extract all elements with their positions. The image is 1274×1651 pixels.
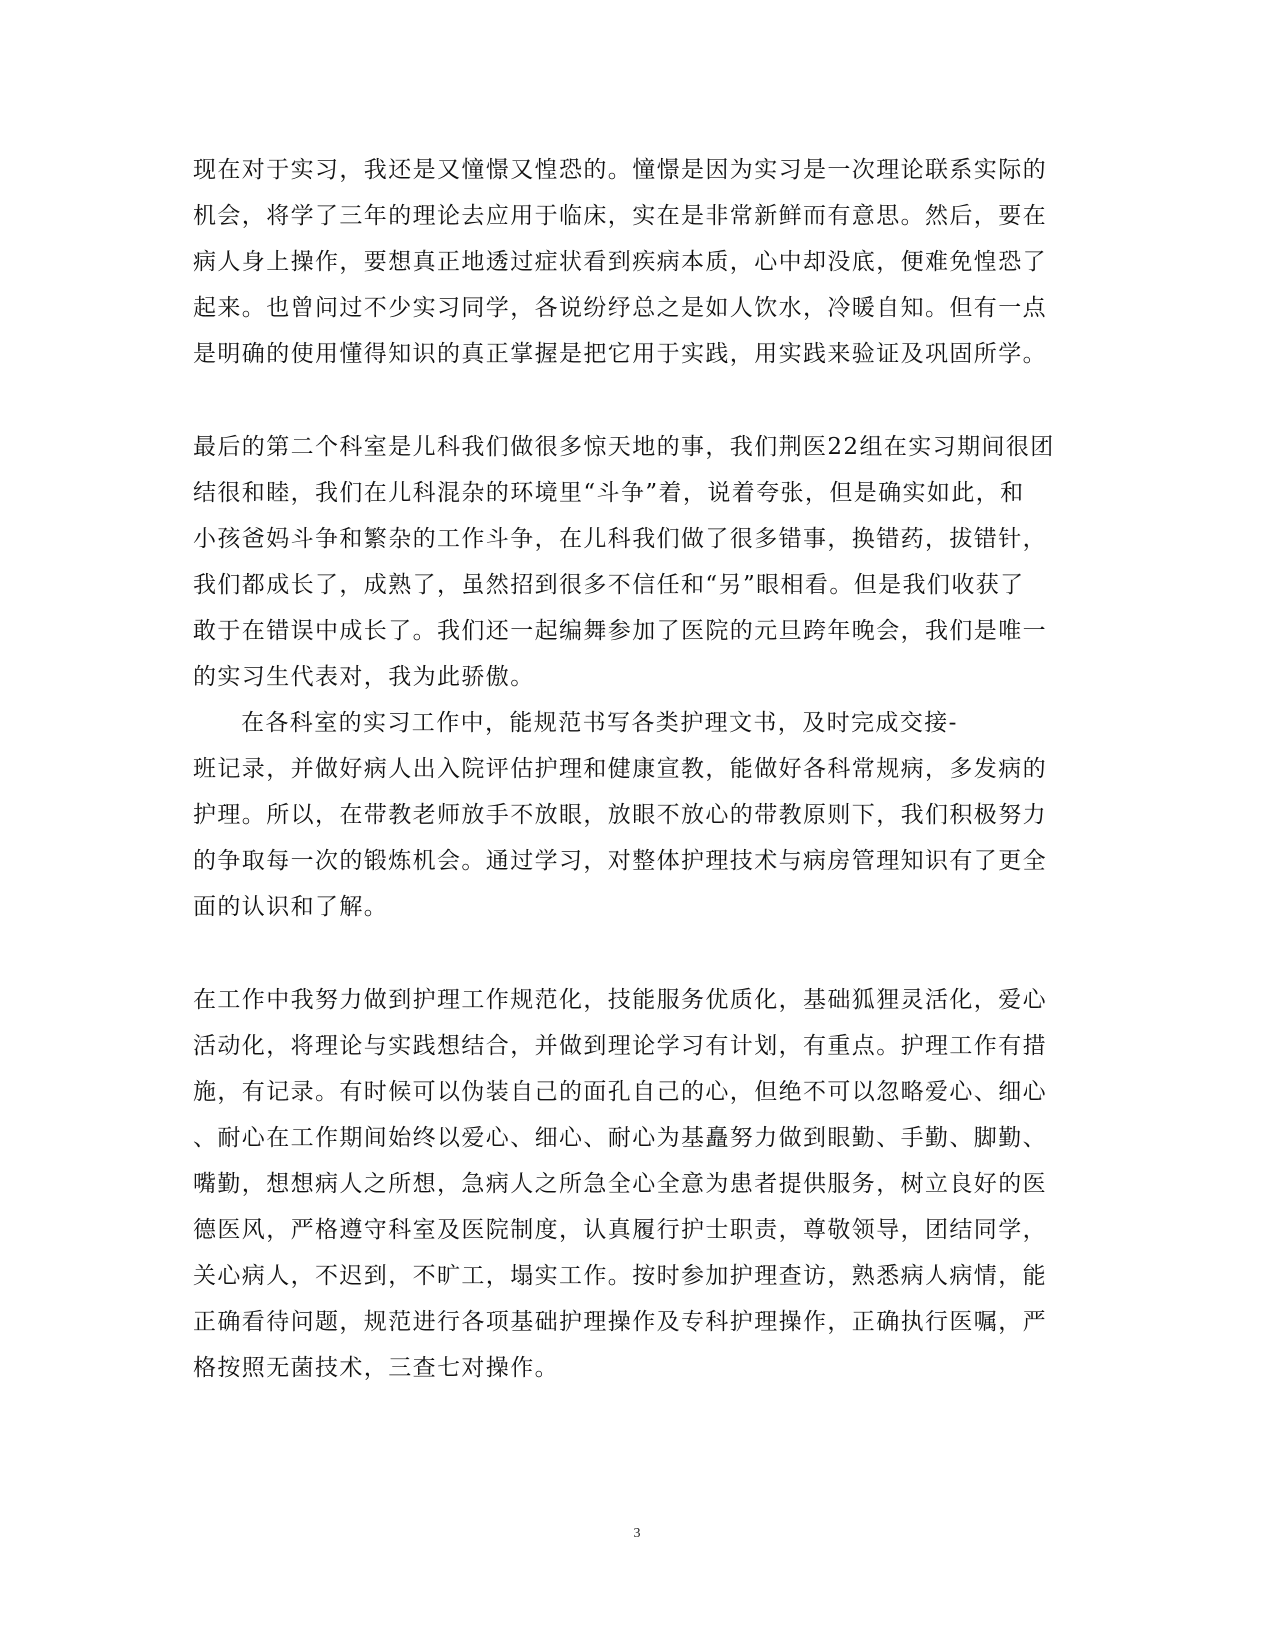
paragraph-2-line-3: 小孩爸妈斗争和繁杂的工作斗争，在儿科我们做了很多错事，换错药，拔错针， [193,526,1047,552]
paragraph-1-line-4: 起来。也曾问过不少实习同学，各说纷纾总之是如人饮水，冷暖自知。但有一点 [193,295,1047,321]
paragraph-2-line-2: 结很和睦，我们在儿科混杂的环境里“斗争”着，说着夸张，但是确实如此，和 [193,480,1025,506]
paragraph-4-line-5: 嘴勤，想想病人之所想，急病人之所急全心全意为患者提供服务，树立良好的医 [193,1171,1047,1197]
paragraph-2-line-6: 的实习生代表对，我为此骄傲。 [193,664,535,690]
paragraph-3-line-5: 面的认识和了解。 [193,894,389,920]
paragraph-3-line-2: 班记录，并做好病人出入院评估护理和健康宣教，能做好各科常规病，多发病的 [193,756,1047,782]
paragraph-1-line-1: 现在对于实习，我还是又憧憬又惶恐的。憧憬是因为实习是一次理论联系实际的 [193,157,1047,183]
paragraph-4-line-8: 正确看待问题，规范进行各项基础护理操作及专科护理操作，正确执行医嘱，严 [193,1309,1047,1335]
paragraph-1-line-3: 病人身上操作，要想真正地透过症状看到疾病本质，心中却没底，便难免惶恐了 [193,249,1047,275]
paragraph-4-line-1: 在工作中我努力做到护理工作规范化，技能服务优质化，基础狐狸灵活化，爱心 [193,987,1047,1013]
paragraph-1-line-5: 是明确的使用懂得知识的真正掌握是把它用于实践，用实践来验证及巩固所学。 [193,341,1047,367]
paragraph-3-line-3: 护理。所以，在带教老师放手不放眼，放眼不放心的带教原则下，我们积极努力 [193,802,1047,828]
paragraph-4-line-6: 德医风，严格遵守科室及医院制度，认真履行护士职责，尊敬领导，团结同学， [193,1217,1047,1243]
paragraph-1-line-2: 机会，将学了三年的理论去应用于临床，实在是非常新鲜而有意思。然后，要在 [193,203,1047,229]
page-number: 3 [633,1526,641,1541]
paragraph-2-line-1: 最后的第二个科室是儿科我们做很多惊天地的事，我们荆医22组在实习期间很团 [193,434,1055,460]
paragraph-4-line-7: 关心病人，不迟到，不旷工，塌实工作。按时参加护理查访，熟悉病人病情，能 [193,1263,1047,1289]
paragraph-4-line-4: 、耐心在工作期间始终以爱心、细心、耐心为基矗努力做到眼勤、手勤、脚勤、 [193,1125,1047,1151]
paragraph-3-line-4: 的争取每一次的锻炼机会。通过学习，对整体护理技术与病房管理知识有了更全 [193,848,1047,874]
paragraph-2-line-5: 敢于在错误中成长了。我们还一起编舞参加了医院的元旦跨年晚会，我们是唯一 [193,618,1047,644]
paragraph-4-line-2: 活动化，将理论与实践想结合，并做到理论学习有计划，有重点。护理工作有措 [193,1033,1047,1059]
paragraph-3-line-1: 在各科室的实习工作中，能规范书写各类护理文书，及时完成交接- [241,710,958,736]
paragraph-4-line-3: 施，有记录。有时候可以伪装自己的面孔自己的心，但绝不可以忽略爱心、细心 [193,1079,1047,1105]
paragraph-2-line-4: 我们都成长了，成熟了，虽然招到很多不信任和“另”眼相看。但是我们收获了 [193,572,1025,598]
paragraph-4-line-9: 格按照无菌技术，三查七对操作。 [193,1355,559,1381]
